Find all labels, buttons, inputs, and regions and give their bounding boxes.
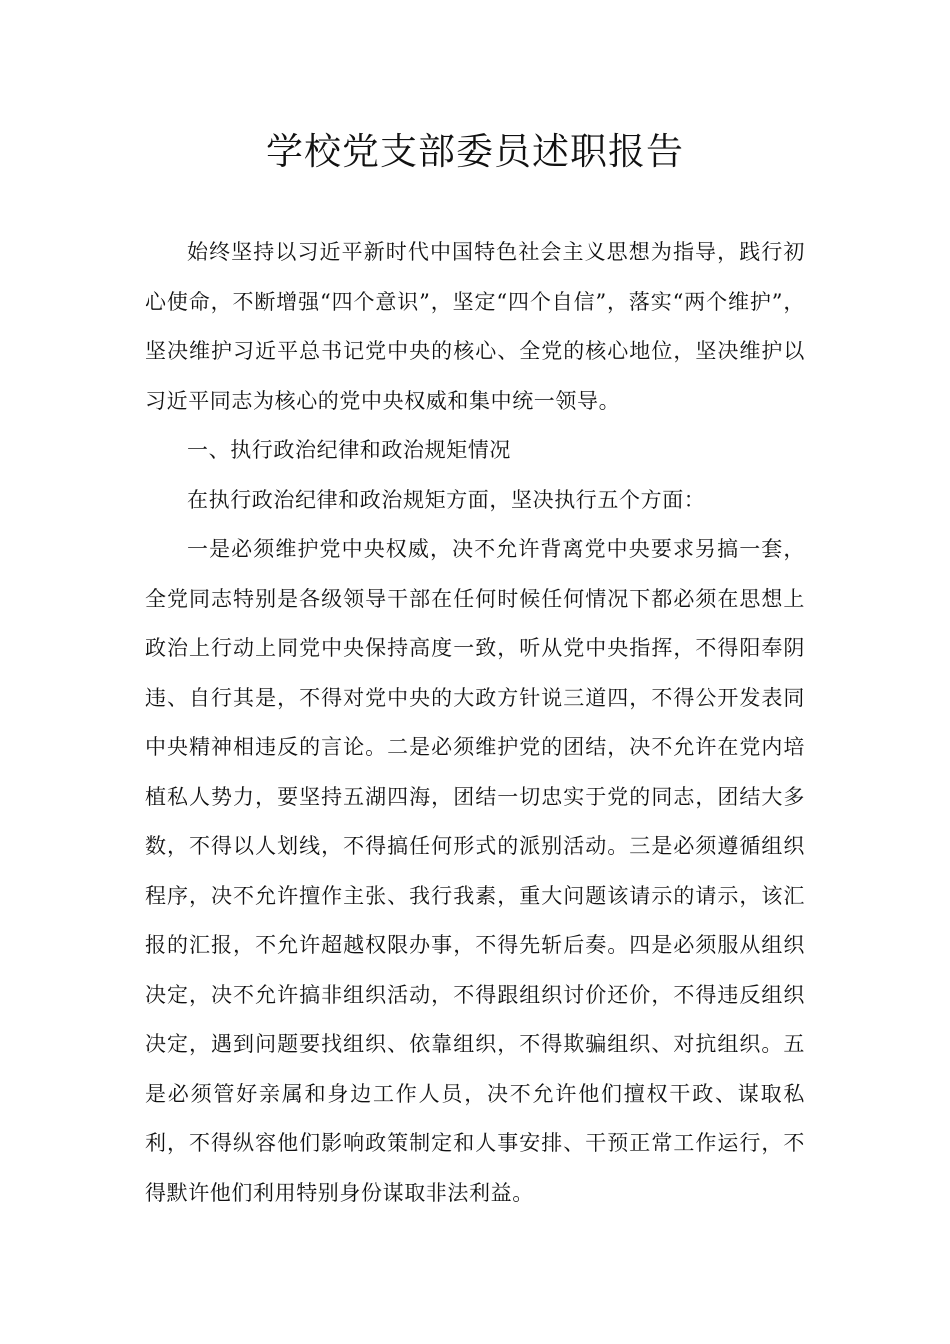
section-heading: 一、执行政治纪律和政治规矩情况: [187, 438, 511, 462]
document-body: [145, 228, 805, 1218]
five-aspects-paragraph: 一是必须维护党中央权威，决不允许背离党中央要求另搞一套，全党同志特别是各级领导干部在任何时候任何情况下都必须在思想上政治上行动上同党中央保持高度一致，听从党中央指挥，不得阳奉阴违、自行其是，不得对党中央的大政方针说三道四，不得公开发表同中央精神相违反的言论。二是必须维护党的团结，决不允许在党内培植私人势力，要坚持五湖四海，团结一切忠实于党的同志，团结大多数，不得以人划线，不得搞任何形式的派别活动。三是必须遵循组织程序，决不允许擅作主张、我行我素，重大问题该请示的请示，该汇报的汇报，不允许超越权限办事，不得先斩后奏。四是必须服从组织决定，决不允许搞非组织活动，不得跟组织讨价还价，不得违反组织决定，遇到问题要找组织、依靠组织，不得欺骗组织、对抗组织。五是必须管好亲属和身边工作人员，决不允许他们擅权干政、谋取私利，不得纵容他们影响政策制定和人事安排、干预正常工作运行，不得默许他们利用特别身份谋取非法利益。: [145, 537, 805, 1205]
intro-paragraph: 始终坚持以习近平新时代中国特色社会主义思想为指导，践行初心使命，不断增强“四个意识”，坚定“四个自信”，落实“两个维护”，坚决维护习近平总书记党中央的核心、全党的核心地位，坚决维护以习近平同志为核心的党中央权威和集中统一领导。: [145, 240, 805, 413]
section-lead-paragraph: 在执行政治纪律和政治规矩方面，坚决执行五个方面：: [187, 487, 706, 512]
document-title: 学校党支部委员述职报告: [266, 130, 684, 173]
